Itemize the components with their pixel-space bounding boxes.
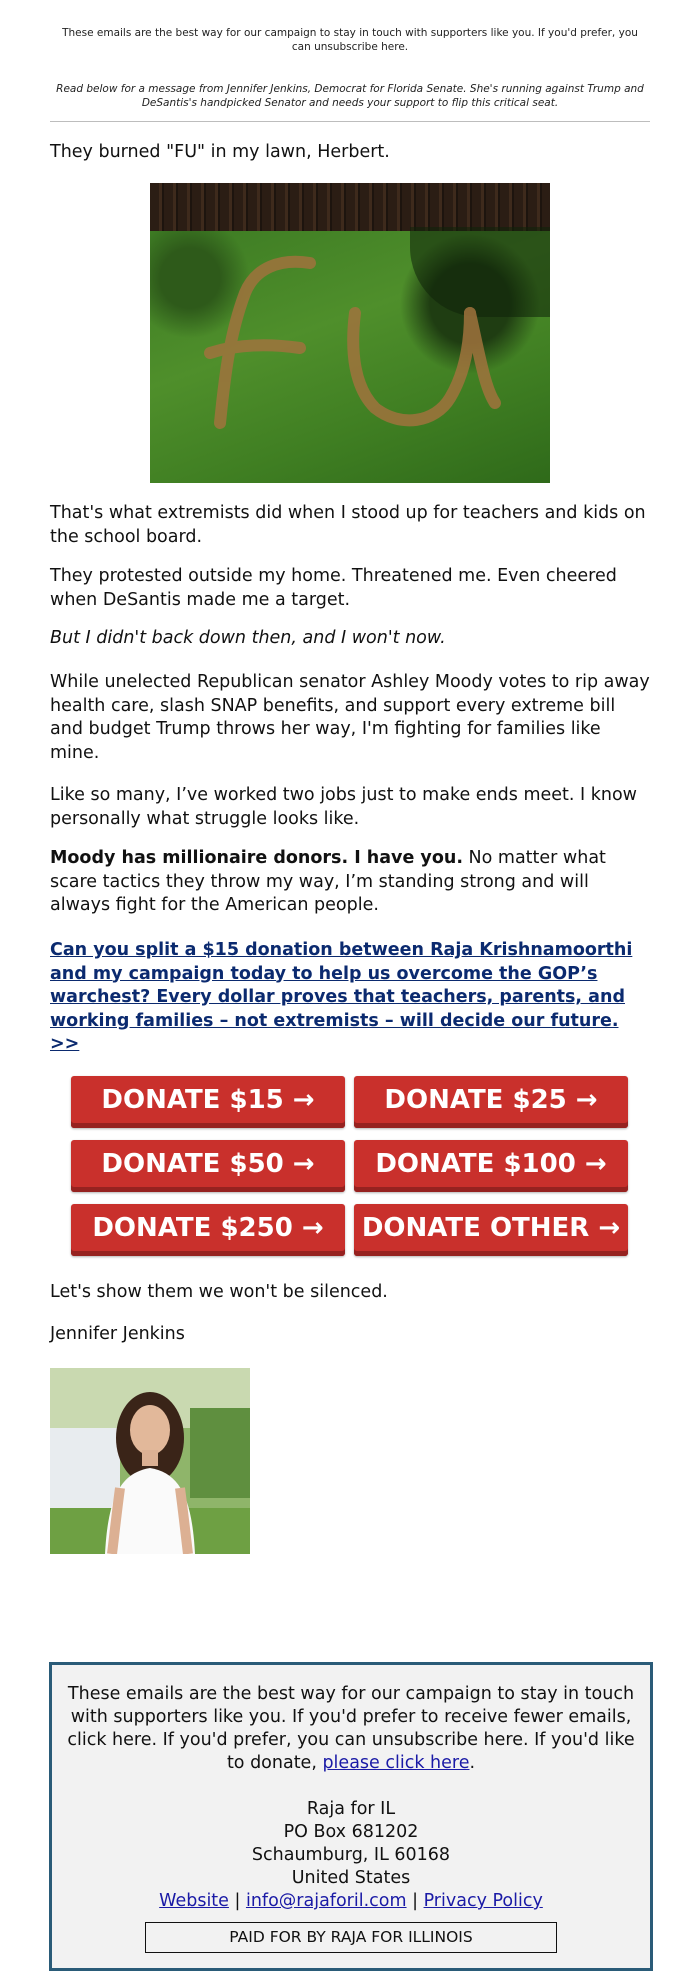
paragraph-6-bold: Moody has millionaire donors. I have you. <box>50 848 463 868</box>
paragraph-1: That's what extremists did when I stood up for teachers and kids on the school board. <box>50 503 646 547</box>
paragraph-4: While unelected Republican senator Ashley Moody votes to rip away health care, slash SNAP benefits, and support every extreme bill and budget Trump throws her way, I'm fighting for families like mine. <box>50 672 650 763</box>
paragraph-3: But I didn't back down then, and I won't now. <box>50 628 446 648</box>
donate-15-button[interactable]: DONATE $15 → <box>71 1076 345 1128</box>
footer-links <box>62 1890 640 1913</box>
paragraph-2: They protested outside my home. Threatened me. Even cheered when DeSantis made me a target. <box>50 566 617 610</box>
footer-box <box>49 1662 653 1971</box>
donate-other-button[interactable]: DONATE OTHER → <box>354 1204 628 1256</box>
footer-website-link[interactable]: Website <box>159 1891 229 1911</box>
preheader-text: These emails are the best way for our campaign to stay in touch with supporters like you. If you'd prefer, you can unsubscribe here. <box>62 27 638 53</box>
paragraph-5: Like so many, I’ve worked two jobs just to make ends meet. I know personally what struggle looks like. <box>50 785 637 829</box>
donate-25-button[interactable]: DONATE $25 → <box>354 1076 628 1128</box>
footer-text <box>62 1683 640 1913</box>
closing-line: Let's show them we won't be silenced. <box>50 1282 388 1302</box>
footer-address-1: PO Box 681202 <box>283 1822 419 1842</box>
divider <box>50 121 650 122</box>
jennifer-jenkins-photo <box>50 1368 250 1554</box>
burn-marks <box>150 183 550 483</box>
signature-name: Jennifer Jenkins <box>50 1324 185 1344</box>
headline: They burned "FU" in my lawn, Herbert. <box>50 142 390 162</box>
portrait-illustration <box>50 1368 250 1554</box>
footer-disclaimer: These emails are the best way for our campaign to stay in touch with supporters like you. If you'd prefer to receive fewer emails, click here. If you'd prefer, you can unsubscribe here. If you'd like to donate, <box>67 1684 635 1773</box>
footer-email-link[interactable]: info@rajaforil.com <box>245 1891 407 1911</box>
footer-separator-1: | <box>228 1891 246 1911</box>
footer-donate-link[interactable]: please click here <box>322 1753 470 1773</box>
paid-for-disclaimer: PAID FOR BY RAJA FOR ILLINOIS <box>145 1922 557 1953</box>
footer-privacy-link[interactable]: Privacy Policy <box>423 1891 543 1911</box>
footer-period: . <box>469 1753 476 1773</box>
footer-separator-2: | <box>406 1891 424 1911</box>
donate-250-button[interactable]: DONATE $250 → <box>71 1204 345 1256</box>
paragraph-6 <box>50 847 650 918</box>
paragraph-6-rest: No matter what scare tactics they throw my way, I’m standing strong and will always fight for the American people. <box>50 848 606 915</box>
footer-org: Raja for IL <box>306 1799 396 1819</box>
donate-100-button[interactable]: DONATE $100 → <box>354 1140 628 1192</box>
footer-address-2: Schaumburg, IL 60168 <box>251 1845 451 1865</box>
donate-50-button[interactable]: DONATE $50 → <box>71 1140 345 1192</box>
intro-text: Read below for a message from Jennifer Jenkins, Democrat for Florida Senate. She's running against Trump and DeSantis's handpicked Senator and needs your support to flip this critical seat. <box>56 83 644 109</box>
burned-lawn-photo <box>150 183 550 483</box>
footer-country: United States <box>291 1868 411 1888</box>
donate-cta-link[interactable]: Can you split a $15 donation between Raja Krishnamoorthi and my campaign today to help us overcome the GOP’s warchest? Every dollar proves that teachers, parents, and working families – not extremists – will decide our future. >> <box>50 940 633 1054</box>
